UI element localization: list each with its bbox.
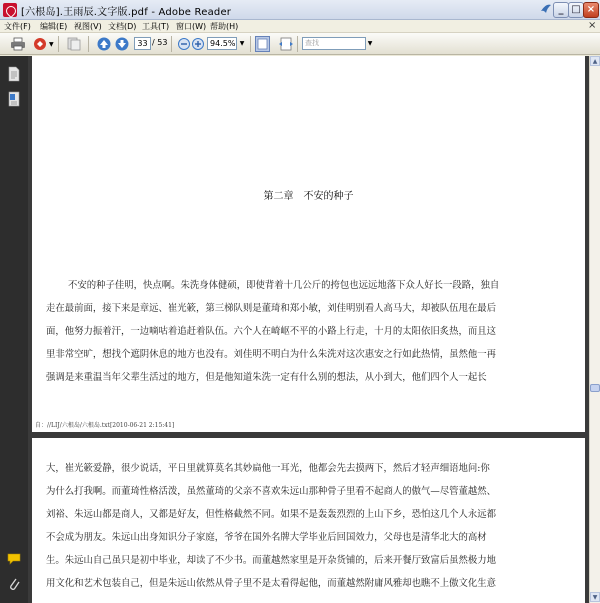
menu-bar — [0, 20, 600, 33]
scroll-thumb[interactable] — [590, 384, 600, 392]
zoom-level-input[interactable]: 94.5% — [207, 37, 237, 50]
pages-panel-icon[interactable] — [7, 66, 21, 82]
search-input[interactable]: 查找 — [302, 37, 366, 50]
search-dropdown-icon[interactable]: ▼ — [367, 40, 373, 47]
toolbar — [0, 33, 600, 55]
menu-document[interactable]: 文档(D) — [108, 22, 137, 31]
bird-icon — [540, 1, 552, 18]
pdf-page — [32, 438, 585, 603]
menu-tools[interactable]: 工具(T) — [142, 22, 170, 31]
toolbar-separator — [88, 36, 89, 52]
email-dropdown-icon[interactable]: ▼ — [49, 41, 54, 48]
bookmarks-panel-icon[interactable] — [7, 91, 21, 107]
scroll-up-icon[interactable]: ▲ — [590, 56, 600, 66]
email-icon[interactable] — [33, 37, 49, 51]
minimize-button[interactable]: _ — [553, 2, 569, 18]
fit-page-icon[interactable] — [255, 36, 270, 52]
text-line: 大，崔光簌爱静，很少说话，平日里就算莫名其妙扁他一耳光，他都会先去摸两下，然后才轻声细语地问:你 — [46, 463, 490, 474]
text-line: 里非常空旷，想找个遮阴休息的地方也没有。刘佳明不明白为什么朱洗对这次惠安之行如此热情，虽然他一再 — [46, 349, 497, 360]
attachments-icon[interactable] — [7, 576, 21, 592]
menu-file[interactable]: 文件(F) — [4, 22, 31, 31]
title-bar — [0, 0, 600, 20]
document-close-button[interactable]: × — [588, 20, 597, 31]
page-total-label: / 53 — [152, 38, 168, 47]
toolbar-separator — [171, 36, 172, 52]
document-view[interactable] — [28, 56, 589, 603]
menu-view[interactable]: 视图(V) — [74, 22, 102, 31]
print-icon[interactable] — [10, 37, 26, 51]
text-line: 走在最前面，接下来是章远、崔光簌，第三梯队则是董琦和郑小敏，刘佳明别看人高马大，却被队伍甩在最后 — [46, 303, 497, 314]
text-line: 不安的种子佳明，快点啊。朱洗身体健硕，即使背着十几公斤的挎包也远远地落下众人好长一段路，独自 — [68, 280, 500, 291]
close-button[interactable]: × — [583, 2, 599, 18]
toolbar-separator — [297, 36, 298, 52]
text-line: 强调是来重温当年父辈生活过的地方，但是他知道朱洗一定有什么别的想法，从小到大，他们四个人一起长 — [46, 372, 487, 383]
menu-edit[interactable]: 编辑(E) — [40, 22, 68, 31]
text-line: 不会成为朋友。朱远山出身知识分子家庭，爷爷在国外名牌大学毕业后回国效力，父母也是清华北大的高材 — [46, 532, 487, 543]
zoom-dropdown-icon[interactable]: ▼ — [239, 40, 245, 47]
scroll-down-icon[interactable]: ▼ — [590, 592, 600, 602]
toolbar-separator — [250, 36, 251, 52]
page-footer-source: 自：//LIJ/六根岛/六根岛.txt[2010-06-21 2:15:41] — [35, 422, 175, 429]
menu-window[interactable]: 窗口(W) — [176, 22, 207, 31]
next-page-icon[interactable] — [114, 37, 130, 51]
navigation-panel — [0, 56, 28, 603]
chapter-title: 第二章 不安的种子 — [263, 191, 354, 202]
page-number-input[interactable]: 33 — [134, 37, 151, 50]
prev-page-icon[interactable] — [96, 37, 112, 51]
text-line: 面，他努力振着汗，一边嘀咕着追赶着队伍。六个人在崎岖不平的小路上行走，十月的太阳依旧炙热，而且这 — [46, 326, 497, 337]
text-line: 刘裕、朱远山都是商人，又都是好友，但性格截然不同。如果不是轰轰烈烈的上山下乡，恐怕这几个人永远都 — [46, 509, 497, 520]
text-line: 为什么打我啊。而董琦性格活泼，虽然董琦的父亲不喜欢朱远山那种骨子里看不起商人的傲气—尽管董越然、 — [46, 486, 497, 497]
text-line: 用文化和艺术包装自己，但是朱远山依然从骨子里不是太看得起他，而董越然附庸风雅却也瞧不上傲文化生意 — [46, 578, 497, 589]
toolbar-separator — [58, 36, 59, 52]
window-title: [六根岛].王雨辰.文字版.pdf - Adobe Reader — [21, 7, 232, 18]
pages-icon[interactable] — [66, 37, 82, 51]
vertical-scrollbar[interactable] — [589, 56, 600, 603]
zoom-in-icon[interactable] — [190, 37, 206, 51]
fit-width-icon[interactable] — [278, 37, 294, 51]
adobe-reader-icon — [3, 3, 17, 17]
text-line: 生。朱远山自己虽只是初中毕业，却读了不少书。而董越然家里是开杂货铺的，后来开餐厅致富后虽然极力地 — [46, 555, 497, 566]
menu-help[interactable]: 帮助(H) — [210, 22, 239, 31]
comments-icon[interactable] — [7, 551, 21, 567]
pdf-page — [32, 56, 585, 432]
maximize-button[interactable]: □ — [568, 2, 584, 18]
